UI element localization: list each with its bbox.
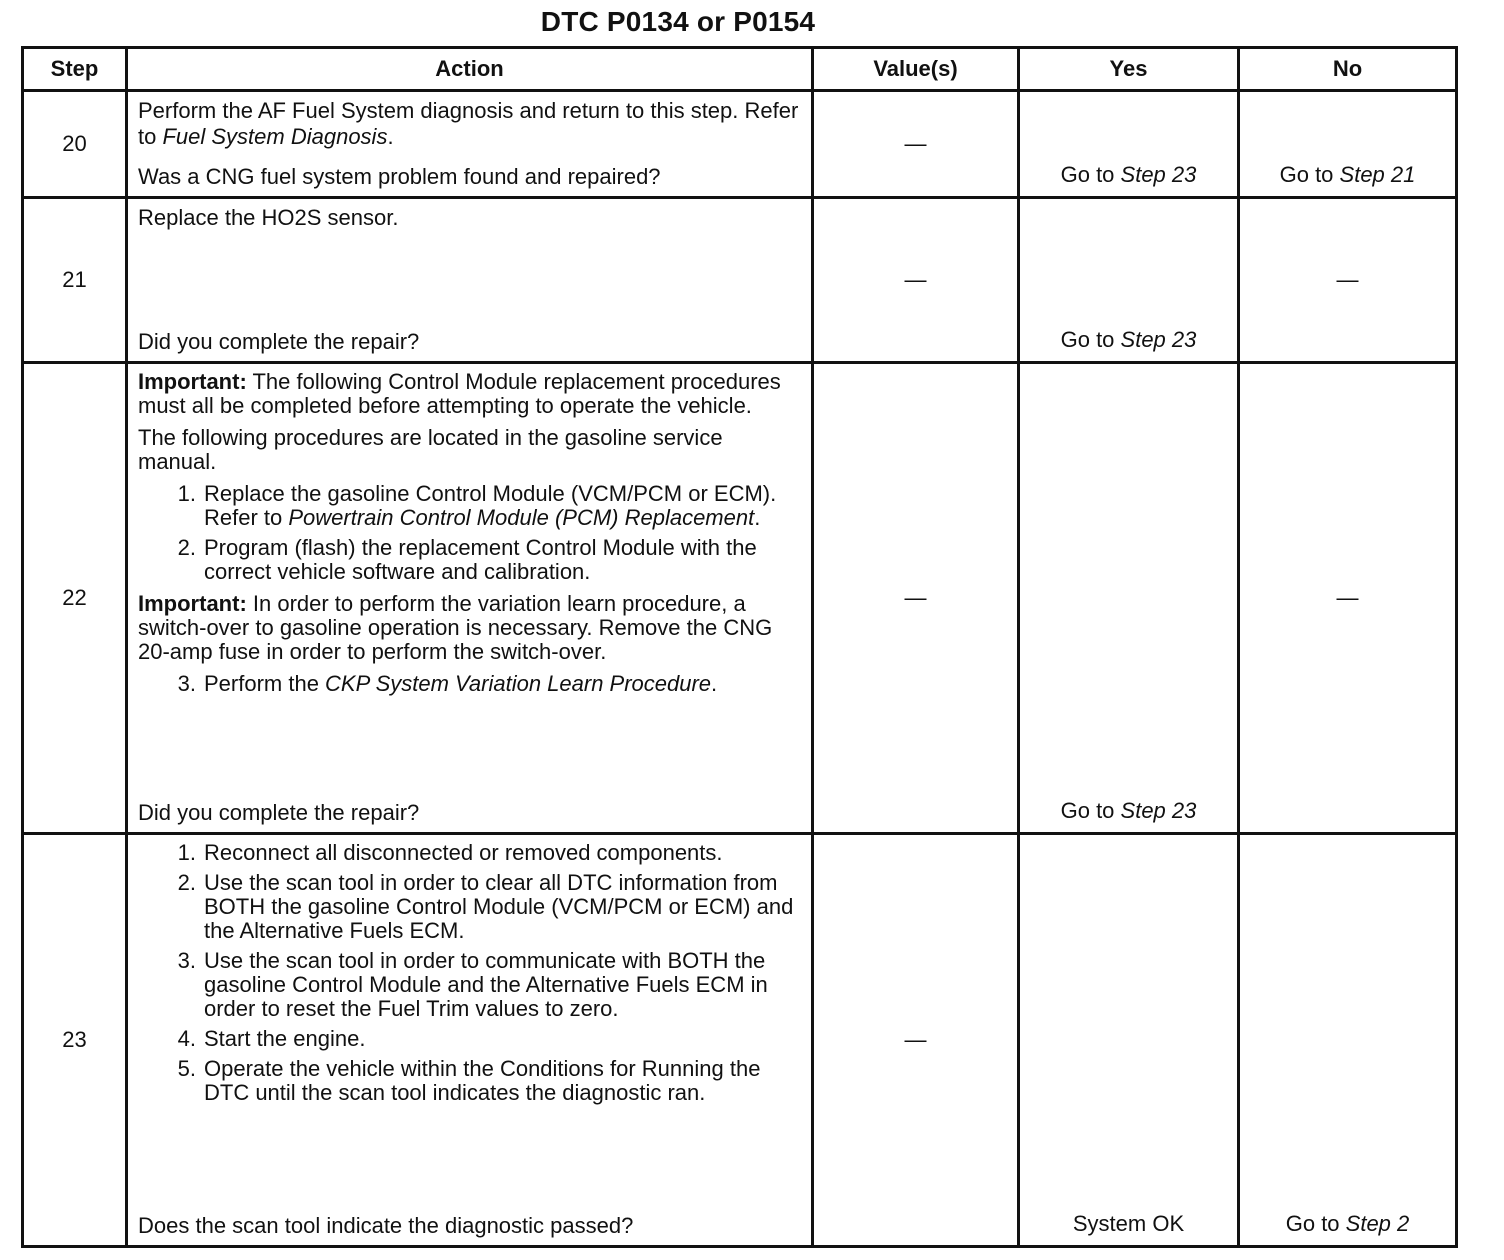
- action-cell: [127, 198, 813, 363]
- diagnostic-table: [21, 46, 1458, 1248]
- yes-cell: Go to Step 23: [1019, 91, 1239, 198]
- value-cell: —: [813, 834, 1019, 1247]
- action-instruction: Replace the HO2S sensor.: [138, 205, 399, 230]
- table-row: [23, 363, 1457, 834]
- reference-link: CKP System Variation Learn Procedure: [325, 671, 712, 696]
- yes-cell: Go to Step 23: [1019, 198, 1239, 363]
- action-cell: [127, 834, 813, 1247]
- action-question: Does the scan tool indicate the diagnostic passed?: [138, 1213, 634, 1238]
- reference-link: Powertrain Control Module (PCM) Replacement: [288, 505, 755, 530]
- no-cell: Go to Step 2: [1239, 834, 1457, 1247]
- page-title: DTC P0134 or P0154: [540, 6, 816, 37]
- value-cell: —: [813, 363, 1019, 834]
- table-row: [23, 91, 1457, 198]
- yes-cell: System OK: [1019, 834, 1239, 1247]
- header-yes: Yes: [1019, 48, 1239, 91]
- action-instruction: The following procedures are located in the gasoline service manual.: [138, 425, 723, 474]
- step-number: 20: [23, 91, 127, 198]
- list-item: 4. Start the engine.: [177, 1026, 366, 1051]
- header-action: Action: [127, 48, 813, 91]
- important-note: Important: In order to perform the variation learn procedure, a switch-over to gasoline operation is necessary. Remove the CNG 20-amp fuse in order to perform the switch-over.: [138, 591, 773, 664]
- action-question: Did you complete the repair?: [138, 800, 420, 825]
- action-question: Did you complete the repair?: [138, 329, 420, 354]
- no-cell: —: [1239, 363, 1457, 834]
- action-instruction: Perform the AF Fuel System diagnosis and return to this step. Refer to Fuel System Diagnosis.: [138, 98, 799, 149]
- list-item: 2. Use the scan tool in order to clear all DTC information from BOTH the gasoline Control Module (VCM/PCM or ECM) and the Alternative Fuels ECM.: [177, 870, 794, 943]
- table-row: [23, 198, 1457, 363]
- list-item: 3. Use the scan tool in order to communicate with BOTH the gasoline Control Module and the Alternative Fuels ECM in order to reset the Fuel Trim values to zero.: [177, 948, 768, 1021]
- procedure-list: [138, 482, 801, 584]
- step-number: 21: [23, 198, 127, 363]
- action-cell: [127, 363, 813, 834]
- list-item: 3. Perform the CKP System Variation Learn Procedure.: [177, 671, 718, 696]
- step-number: 22: [23, 363, 127, 834]
- no-cell: —: [1239, 198, 1457, 363]
- list-item: 1. Reconnect all disconnected or removed components.: [177, 840, 723, 865]
- list-item: 2. Program (flash) the replacement Control Module with the correct vehicle software and calibration.: [177, 535, 757, 584]
- action-cell: [127, 91, 813, 198]
- important-note: Important: The following Control Module replacement procedures must all be completed before attempting to operate the vehicle.: [138, 369, 781, 418]
- reference-link: Fuel System Diagnosis: [162, 124, 388, 149]
- header-step: Step: [23, 48, 127, 91]
- procedure-list: [138, 841, 801, 1111]
- table-header-row: [23, 48, 1457, 91]
- value-cell: —: [813, 198, 1019, 363]
- table-row: [23, 834, 1457, 1247]
- header-values: Value(s): [813, 48, 1019, 91]
- list-item: 5. Operate the vehicle within the Conditions for Running the DTC until the scan tool indicates the diagnostic ran.: [177, 1056, 761, 1105]
- value-cell: —: [813, 91, 1019, 198]
- yes-cell: Go to Step 23: [1019, 363, 1239, 834]
- step-number: 23: [23, 834, 127, 1247]
- no-cell: Go to Step 21: [1239, 91, 1457, 198]
- list-item: 1. Replace the gasoline Control Module (VCM/PCM or ECM). Refer to Powertrain Control Module (PCM) Replacement.: [177, 481, 777, 530]
- action-question: Was a CNG fuel system problem found and repaired?: [138, 164, 661, 189]
- header-no: No: [1239, 48, 1457, 91]
